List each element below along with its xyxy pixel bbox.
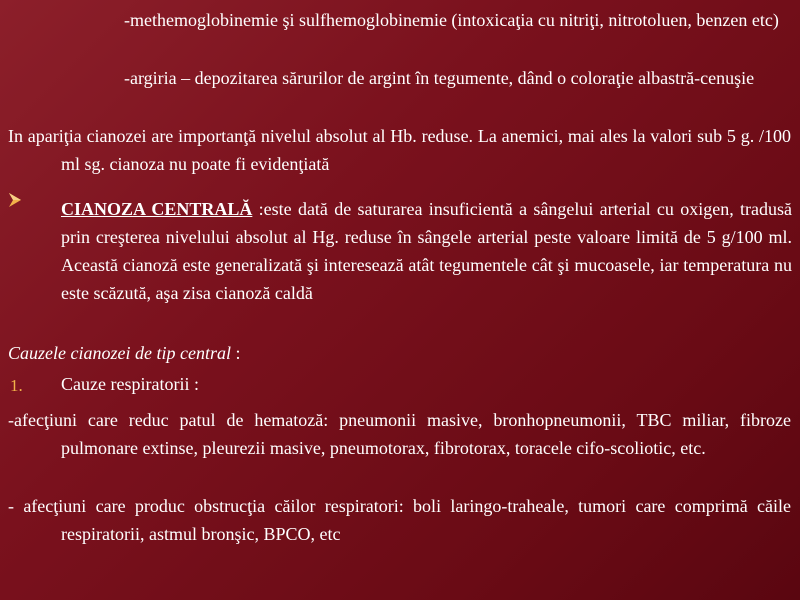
arrow-bullet-icon bbox=[8, 192, 22, 208]
afectiuni-2-paragraph: - afecţiuni care produc obstrucţia căilor respiratori: boli laringo-traheale, tumori care comprimă căile respiratorii, astmul bronşic, BPCO, etc bbox=[8, 496, 791, 544]
list-item-label: Cauze respiratorii : bbox=[61, 374, 199, 394]
afectiuni-1-paragraph: -afecţiuni care reduc patul de hematoză: pneumonii masive, bronhopneumonii, TBC miliar, fibroze pulmonare extinse, pleurezii masive, pneumotorax, fibrotorax, toracele cifo-scoliotic, etc. bbox=[8, 410, 791, 458]
causes-heading-suffix: : bbox=[230, 343, 241, 363]
argiria-line: -argiria – depozitarea sărurilor de argint în tegumente, dând o coloraţie albastră-cenuşie bbox=[124, 68, 755, 88]
list-item-number: 1. bbox=[10, 376, 23, 395]
methemoglobin-line: -methemoglobinemie şi sulfhemoglobinemie (intoxicaţia cu nitriţi, nitrotoluen, benzen etc) bbox=[124, 10, 779, 30]
causes-heading-text: Cauzele cianozei de tip central bbox=[8, 343, 231, 363]
cianoza-centrala-text: :este dată de saturarea insuficientă a sângelui arterial cu oxigen, tradusă prin creşterea nivelului absolut al Hg. reduse în sângele arterial peste valoare limită de 5 g/100 ml. Această cianoză este generalizată şi interesează atât tegumentele cât şi mucoasele, iar temperatura nu este scăzută, aşa zisa cianoză caldă bbox=[61, 199, 792, 303]
causes-heading bbox=[8, 339, 791, 367]
cianoza-centrala-title: CIANOZA CENTRALĂ bbox=[61, 199, 253, 219]
aparitia-paragraph: In apariţia cianozei are importanţă nivelul absolut al Hb. reduse. La anemici, mai ales la valori sub 5 g. /100 ml sg. cianoza nu poate fi evidenţiată bbox=[8, 126, 791, 174]
cianoza-centrala-paragraph bbox=[61, 195, 792, 307]
